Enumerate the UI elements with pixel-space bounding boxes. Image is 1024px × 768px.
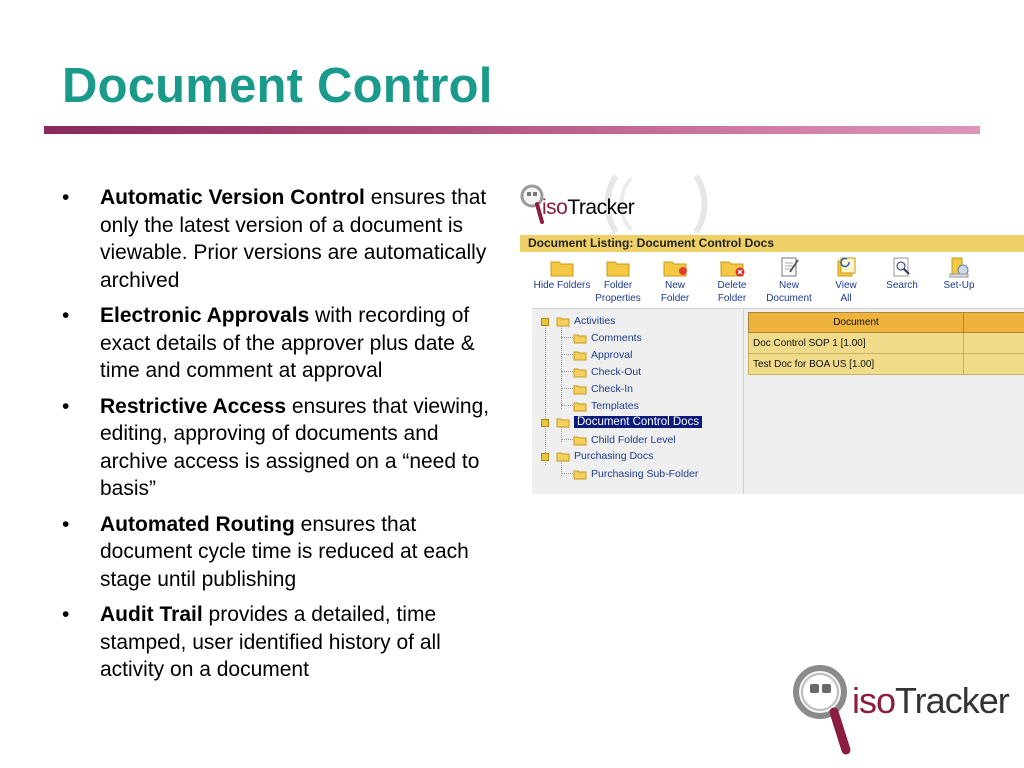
view-all-button[interactable]: View All	[816, 254, 876, 305]
slide-title: Document Control	[62, 59, 493, 113]
pane-divider[interactable]	[743, 309, 744, 494]
table-row[interactable]	[749, 354, 1024, 375]
document-table	[748, 312, 1024, 375]
istracker-logo	[790, 660, 1020, 760]
bullet-text: ensures that viewing, editing, approving of documents and archive access is assigned on a “need to basis”	[100, 394, 490, 500]
logo-wordmark	[852, 680, 1009, 722]
title-underline	[44, 126, 980, 134]
bullet-text: provides a detailed, time stamped, user identified history of all activity on a document	[100, 603, 441, 681]
tree-folder-templates[interactable]: Templates	[573, 399, 639, 414]
tree-folder-check-out[interactable]: Check-Out	[573, 365, 641, 380]
folder-properties-icon	[605, 256, 631, 278]
bullet-dot: •	[62, 394, 70, 418]
tree-connector	[561, 473, 573, 474]
table-row[interactable]	[749, 333, 1024, 354]
folder-properties-button[interactable]: Folder Properties	[588, 254, 648, 305]
tree-folder-document-control-docs[interactable]: Document Control Docs	[556, 415, 702, 430]
bullet-text: ensures that document cycle time is reduced at each stage until publishing	[100, 512, 469, 591]
bullet-item	[62, 302, 510, 385]
document-name-cell[interactable]: Doc Control SOP 1 [1.00]	[749, 333, 964, 354]
table-cell	[964, 333, 1024, 354]
folder-tree	[532, 309, 742, 494]
hide-folders-button[interactable]: Hide Folders	[532, 254, 592, 292]
bullet-dot: •	[62, 304, 70, 327]
bullet-list	[62, 184, 510, 692]
table-header-row	[749, 313, 1024, 333]
istracker-logo-small	[520, 178, 660, 228]
logo-tracker-text: Tracker	[895, 680, 1009, 721]
folder-icon	[573, 333, 587, 344]
tree-folder-approval[interactable]: Approval	[573, 348, 632, 363]
folder-icon	[573, 469, 587, 480]
folder-icon	[573, 435, 587, 446]
setup-button[interactable]: Set-Up	[929, 254, 989, 292]
tree-folder-child-folder-level[interactable]: Child Folder Level	[573, 433, 676, 448]
bullet-dot: •	[62, 512, 70, 536]
document-listing-header: Document Listing: Document Control Docs	[520, 235, 1024, 252]
bullet-text: ensures that only the latest version of a document is viewable. Prior versions are automatically archived	[100, 186, 487, 292]
folder-icon	[573, 350, 587, 361]
table-cell	[964, 354, 1024, 375]
setup-icon	[946, 256, 972, 278]
bullet-heading: Electronic Approvals	[100, 304, 310, 327]
bullet-heading: Audit Trail	[100, 603, 203, 626]
tree-folder-comments[interactable]: Comments	[573, 331, 642, 346]
new-folder-icon	[662, 256, 688, 278]
toolbar	[518, 254, 1024, 308]
bullet-dot: •	[62, 186, 70, 209]
column-header-blank	[964, 313, 1024, 333]
bullet-dot: •	[62, 603, 70, 626]
folder-pane	[532, 308, 1024, 494]
view-all-icon	[833, 256, 859, 278]
search-button[interactable]: Search	[872, 254, 932, 292]
tree-folder-purchasing-sub-folder[interactable]: Purchasing Sub-Folder	[573, 467, 698, 482]
folder-icon	[556, 451, 570, 462]
tree-connector	[561, 439, 573, 440]
bullet-heading: Automated Routing	[100, 512, 295, 536]
tree-connector	[561, 354, 573, 355]
search-icon	[889, 256, 915, 278]
folder-icon	[556, 316, 570, 327]
delete-folder-button[interactable]: Delete Folder	[702, 254, 762, 305]
delete-folder-icon	[719, 256, 745, 278]
tree-folder-purchasing-docs[interactable]: Purchasing Docs	[556, 449, 653, 464]
bullet-item	[62, 601, 510, 684]
folder-icon	[573, 384, 587, 395]
bullet-heading: Automatic Version Control	[100, 186, 365, 209]
bullet-heading: Restrictive Access	[100, 394, 287, 418]
tree-connector	[561, 405, 573, 406]
bullet-text: with recording of exact details of the approver plus date & time and comment at approval	[100, 304, 475, 382]
tree-expander-purchasing-docs[interactable]	[541, 453, 549, 461]
folder-icon	[573, 367, 587, 378]
new-document-icon	[776, 256, 802, 278]
logo-iso-text: iso	[852, 680, 896, 721]
folder-icon	[573, 401, 587, 412]
logo-tracker-text: Tracker	[567, 196, 635, 219]
document-name-cell[interactable]: Test Doc for BOA US [1.00]	[749, 354, 964, 375]
new-document-button[interactable]: New Document	[759, 254, 819, 305]
bullet-item	[62, 511, 510, 594]
new-folder-button[interactable]: New Folder	[645, 254, 705, 305]
bullet-item	[62, 184, 510, 294]
folder-icon	[556, 417, 570, 428]
tree-folder-check-in[interactable]: Check-In	[573, 382, 633, 397]
tree-expander-document-control-docs[interactable]	[541, 419, 549, 427]
tree-connector	[545, 323, 546, 465]
tree-expander-activities[interactable]	[541, 318, 549, 326]
column-header-document[interactable]: Document	[749, 313, 964, 333]
folder-open-icon	[549, 256, 575, 278]
logo-wordmark	[542, 196, 634, 220]
tree-connector	[561, 323, 562, 409]
tree-connector	[561, 371, 573, 372]
logo-iso-text: iso	[542, 196, 568, 219]
tree-folder-activities[interactable]: Activities	[556, 314, 615, 329]
tree-connector	[561, 337, 573, 338]
magnifier-logo-icon	[790, 660, 860, 760]
bullet-item	[62, 393, 510, 503]
app-screenshot	[518, 172, 1024, 494]
tree-connector	[561, 388, 573, 389]
